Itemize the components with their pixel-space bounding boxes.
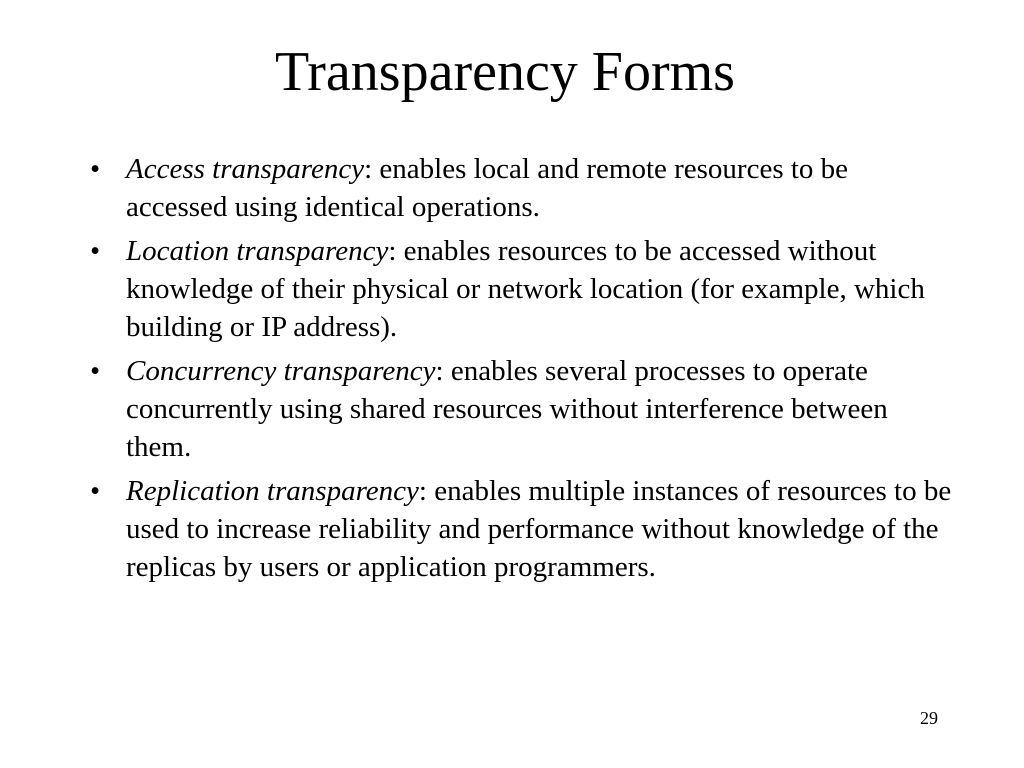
bullet-icon: • (90, 475, 101, 507)
bullet-description: : enables resources to be accessed without knowledge of their physical or network location (for example, which building or IP address). (126, 235, 925, 343)
bullet-description: : enables local and remote resources to be accessed using identical operations. (126, 153, 849, 223)
bullet-location-transparency (90, 232, 956, 346)
bullet-icon: • (90, 153, 101, 185)
bullet-list (90, 150, 956, 592)
bullet-concurrency-transparency (90, 352, 956, 466)
bullet-access-transparency (90, 150, 956, 226)
slide-title: Transparency Forms (275, 41, 735, 103)
bullet-icon: • (90, 355, 101, 387)
bullet-icon: • (90, 235, 101, 267)
bullet-replication-transparency (90, 472, 956, 586)
page-number: 29 (920, 708, 938, 728)
bullet-term: Location transparency (126, 235, 389, 267)
bullet-term: Access transparency (126, 153, 365, 185)
bullet-term: Concurrency transparency (126, 355, 436, 387)
bullet-term: Replication transparency (126, 475, 419, 507)
bullet-description: : enables multiple instances of resources to be used to increase reliability and performance without knowledge of the replicas by users or application programmers. (126, 475, 952, 583)
bullet-description: : enables several processes to operate concurrently using shared resources without interference between them. (126, 355, 888, 463)
